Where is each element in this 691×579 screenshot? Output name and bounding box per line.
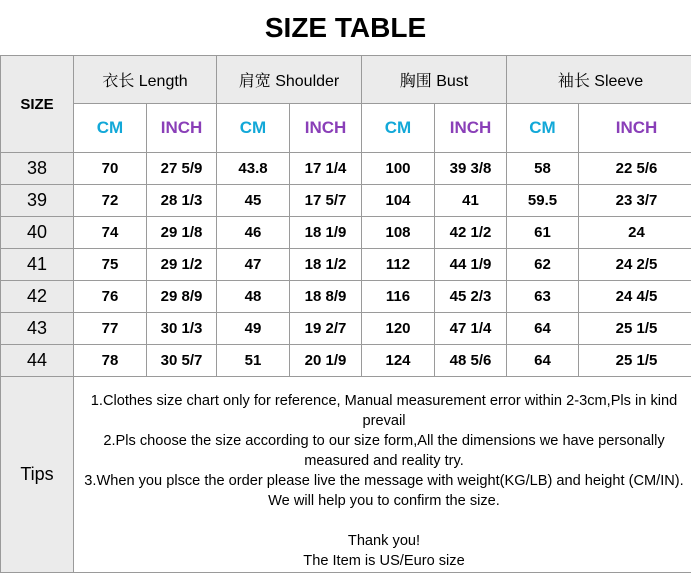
cm-value-cell: 112: [362, 249, 435, 281]
inch-value-cell: 27 5/9: [147, 153, 217, 185]
inch-value-cell: 18 8/9: [290, 281, 362, 313]
inch-value-cell: 39 3/8: [435, 153, 507, 185]
size-row: [1, 281, 691, 313]
size-header: SIZE: [1, 56, 74, 153]
spacer: [80, 511, 688, 531]
inch-value-cell: 47 1/4: [435, 313, 507, 345]
cm-value-cell: 59.5: [507, 185, 579, 217]
inch-value-cell: 17 1/4: [290, 153, 362, 185]
tips-label: Tips: [1, 377, 74, 573]
inch-value-cell: 29 1/8: [147, 217, 217, 249]
cm-value-cell: 64: [507, 313, 579, 345]
inch-value-cell: 18 1/2: [290, 249, 362, 281]
unit-header-cm: CM: [362, 104, 435, 153]
size-row: [1, 153, 691, 185]
unit-header-inch: INCH: [435, 104, 507, 153]
inch-value-cell: 20 1/9: [290, 345, 362, 377]
unit-header-inch: INCH: [290, 104, 362, 153]
group-header-bust: 胸围 Bust: [362, 56, 507, 104]
cm-value-cell: 124: [362, 345, 435, 377]
group-header-shoulder: 肩宽 Shoulder: [217, 56, 362, 104]
cm-value-cell: 58: [507, 153, 579, 185]
group-header-length: 衣长 Length: [74, 56, 217, 104]
inch-value-cell: 44 1/9: [435, 249, 507, 281]
size-cell: 44: [1, 345, 74, 377]
group-header-sleeve: 袖长 Sleeve: [507, 56, 691, 104]
inch-value-cell: 18 1/9: [290, 217, 362, 249]
inch-value-cell: 24 4/5: [579, 281, 691, 313]
size-cell: 43: [1, 313, 74, 345]
thank-you-text: Thank you!: [347, 533, 421, 549]
tip-line-1: 1.Clothes size chart only for reference, Manual measurement error within 2-3cm,Pls in kind prevail: [90, 393, 678, 429]
cm-value-cell: 46: [217, 217, 290, 249]
inch-value-cell: 25 1/5: [579, 345, 691, 377]
unit-header-inch: INCH: [147, 104, 217, 153]
cm-value-cell: 72: [74, 185, 147, 217]
unit-header-cm: CM: [74, 104, 147, 153]
cm-value-cell: 64: [507, 345, 579, 377]
cm-value-cell: 104: [362, 185, 435, 217]
cm-value-cell: 74: [74, 217, 147, 249]
unit-header-inch: INCH: [579, 104, 691, 153]
inch-value-cell: 17 5/7: [290, 185, 362, 217]
size-cell: 40: [1, 217, 74, 249]
inch-value-cell: 29 1/2: [147, 249, 217, 281]
inch-value-cell: 23 3/7: [579, 185, 691, 217]
cm-value-cell: 108: [362, 217, 435, 249]
inch-value-cell: 42 1/2: [435, 217, 507, 249]
unit-header-cm: CM: [507, 104, 579, 153]
size-cell: 42: [1, 281, 74, 313]
inch-value-cell: 25 1/5: [579, 313, 691, 345]
size-row: [1, 345, 691, 377]
size-cell: 41: [1, 249, 74, 281]
cm-value-cell: 49: [217, 313, 290, 345]
inch-value-cell: 22 5/6: [579, 153, 691, 185]
size-row: [1, 217, 691, 249]
tip-line-3: 3.When you plsce the order please live the message with weight(KG/LB) and height (CM/IN). We will help you to confirm the size.: [84, 473, 684, 509]
cm-value-cell: 77: [74, 313, 147, 345]
inch-value-cell: 30 1/3: [147, 313, 217, 345]
inch-value-cell: 30 5/7: [147, 345, 217, 377]
inch-value-cell: 29 8/9: [147, 281, 217, 313]
cm-value-cell: 100: [362, 153, 435, 185]
cm-value-cell: 63: [507, 281, 579, 313]
page-title: SIZE TABLE: [0, 0, 691, 56]
size-row: [1, 249, 691, 281]
cm-value-cell: 75: [74, 249, 147, 281]
cm-value-cell: 48: [217, 281, 290, 313]
unit-header-cm: CM: [217, 104, 290, 153]
inch-value-cell: 48 5/6: [435, 345, 507, 377]
inch-value-cell: 41: [435, 185, 507, 217]
size-cell: 39: [1, 185, 74, 217]
cm-value-cell: 47: [217, 249, 290, 281]
cm-value-cell: 70: [74, 153, 147, 185]
tip-line-2: 2.Pls choose the size according to our size form,All the dimensions we have personally measured and reality try.: [103, 433, 665, 469]
inch-value-cell: 24: [579, 217, 691, 249]
inch-value-cell: 24 2/5: [579, 249, 691, 281]
cm-value-cell: 116: [362, 281, 435, 313]
size-note-text: The Item is US/Euro size: [303, 553, 465, 569]
cm-value-cell: 45: [217, 185, 290, 217]
cm-value-cell: 62: [507, 249, 579, 281]
size-table: [0, 55, 691, 573]
cm-value-cell: 61: [507, 217, 579, 249]
cm-value-cell: 76: [74, 281, 147, 313]
cm-value-cell: 43.8: [217, 153, 290, 185]
inch-value-cell: 45 2/3: [435, 281, 507, 313]
tips-text: [74, 377, 691, 573]
cm-value-cell: 51: [217, 345, 290, 377]
inch-value-cell: 19 2/7: [290, 313, 362, 345]
cm-value-cell: 120: [362, 313, 435, 345]
size-row: [1, 313, 691, 345]
size-cell: 38: [1, 153, 74, 185]
inch-value-cell: 28 1/3: [147, 185, 217, 217]
cm-value-cell: 78: [74, 345, 147, 377]
size-row: [1, 185, 691, 217]
